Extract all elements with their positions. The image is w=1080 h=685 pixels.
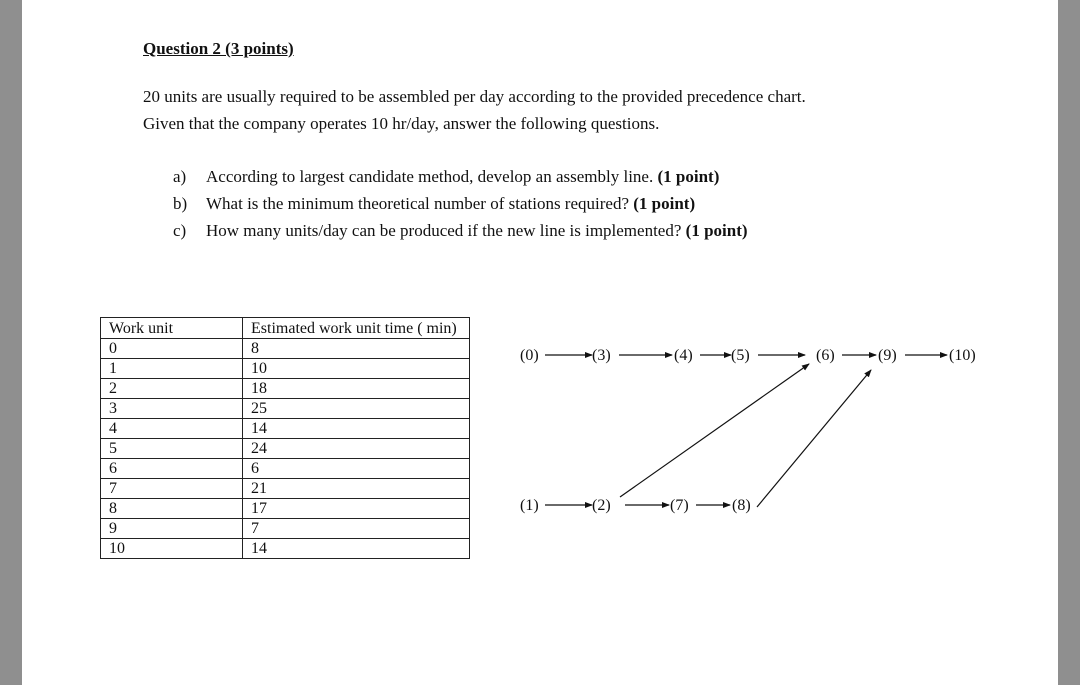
node-6: (6) — [816, 347, 835, 364]
unit-cell: 5 — [101, 439, 243, 459]
unit-cell: 2 — [101, 379, 243, 399]
node-5: (5) — [731, 347, 750, 364]
time-cell: 14 — [243, 539, 470, 559]
edge-8-9 — [757, 370, 871, 507]
question-points: (1 point) — [633, 194, 696, 213]
question-points: (1 point) — [657, 167, 720, 186]
time-cell: 6 — [243, 459, 470, 479]
unit-cell: 4 — [101, 419, 243, 439]
unit-cell: 3 — [101, 399, 243, 419]
unit-cell: 6 — [101, 459, 243, 479]
intro-line-1: 20 units are usually required to be assembled per day according to the provided precedence chart. — [143, 87, 806, 106]
header-estimated-time: Estimated work unit time ( min) — [243, 318, 470, 339]
intro-line-2: Given that the company operates 10 hr/day, answer the following questions. — [143, 114, 660, 133]
unit-cell: 8 — [101, 499, 243, 519]
node-9: (9) — [878, 347, 897, 364]
time-cell: 8 — [243, 339, 470, 359]
question-text: What is the minimum theoretical number of stations required? — [206, 194, 634, 213]
unit-cell: 7 — [101, 479, 243, 499]
time-cell: 18 — [243, 379, 470, 399]
time-cell: 7 — [243, 519, 470, 539]
node-1: (1) — [520, 497, 539, 514]
node-10: (10) — [949, 347, 976, 364]
unit-cell: 1 — [101, 359, 243, 379]
node-7: (7) — [670, 497, 689, 514]
unit-cell: 9 — [101, 519, 243, 539]
document-page — [22, 0, 1058, 685]
question-letter: b) — [173, 194, 188, 213]
edge-2-6 — [620, 364, 809, 497]
time-cell: 24 — [243, 439, 470, 459]
time-cell: 21 — [243, 479, 470, 499]
header-work-unit: Work unit — [101, 318, 243, 339]
node-4: (4) — [674, 347, 693, 364]
node-8: (8) — [732, 497, 751, 514]
question-letter: c) — [173, 221, 187, 240]
time-cell: 25 — [243, 399, 470, 419]
question-heading: Question 2 (3 points) — [143, 39, 294, 58]
time-cell: 14 — [243, 419, 470, 439]
question-points: (1 point) — [685, 221, 748, 240]
node-0: (0) — [520, 347, 539, 364]
unit-cell: 10 — [101, 539, 243, 559]
time-cell: 17 — [243, 499, 470, 519]
question-text: According to largest candidate method, develop an assembly line. — [206, 167, 658, 186]
question-text: How many units/day can be produced if the new line is implemented? — [206, 221, 686, 240]
precedence-diagram — [22, 0, 1058, 685]
node-3: (3) — [592, 347, 611, 364]
unit-cell: 0 — [101, 339, 243, 359]
time-cell: 10 — [243, 359, 470, 379]
question-letter: a) — [173, 167, 187, 186]
node-2: (2) — [592, 497, 611, 514]
